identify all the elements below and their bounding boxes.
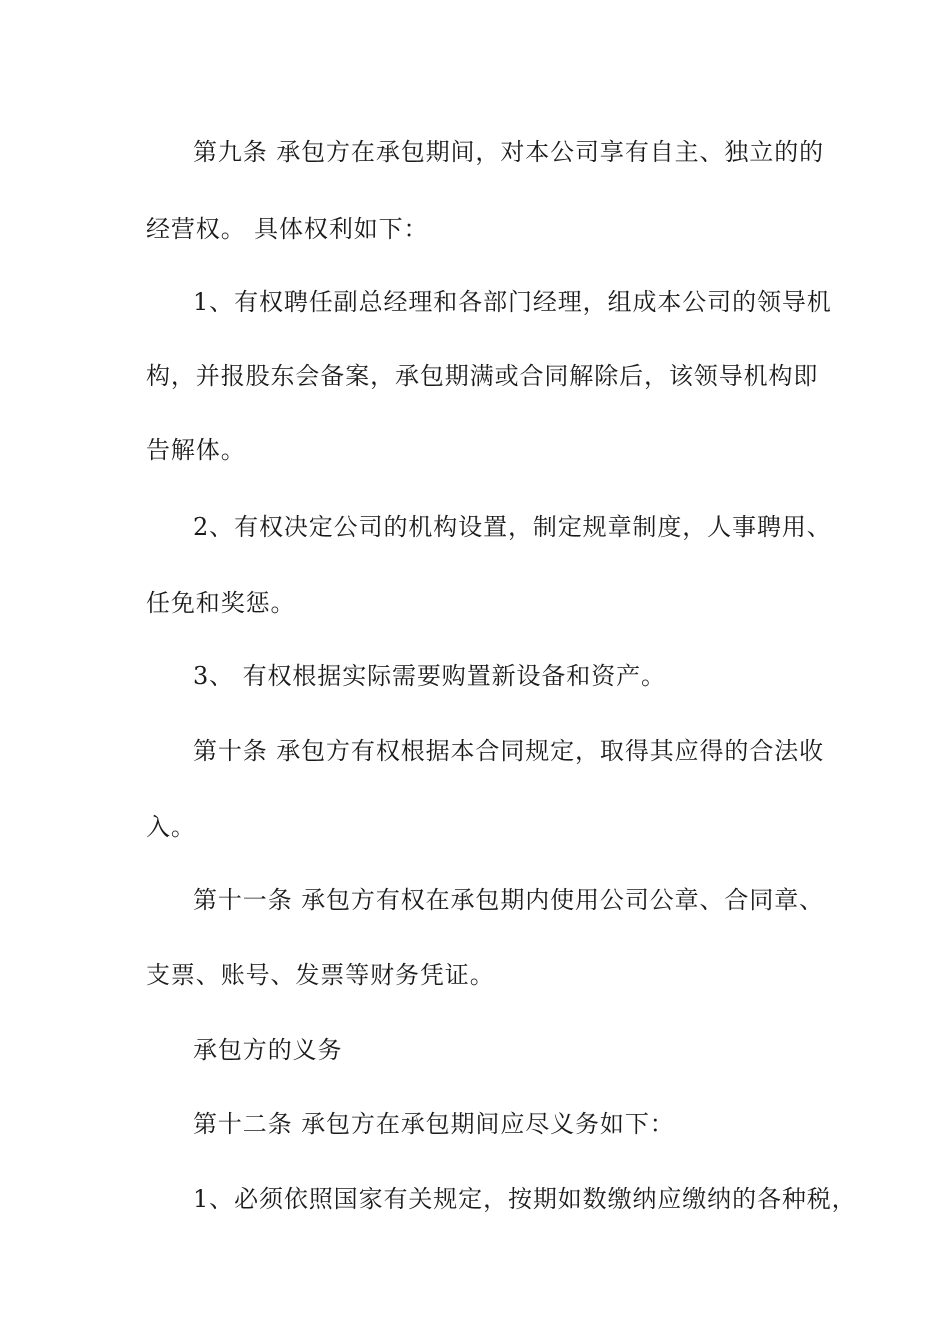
item-3-line-1: 3、 有权根据实际需要购置新设备和资产。: [193, 662, 666, 690]
article-9-line-2: 经营权。 具体权利如下：: [146, 215, 429, 243]
item-1-line-3: 告解体。: [146, 436, 246, 464]
item-1-line-1: 1、有权聘任副总经理和各部门经理，组成本公司的领导机: [193, 288, 832, 316]
article-10-line-2: 入。: [146, 813, 196, 841]
obligation-item-1-line-1: 1、必须依照国家有关规定，按期如数缴纳应缴纳的各种税，: [193, 1185, 857, 1213]
section-heading-obligations: 承包方的义务: [193, 1036, 343, 1064]
article-11-line-2: 支票、账号、发票等财务凭证。: [146, 961, 495, 989]
article-10-line-1: 第十条 承包方有权根据本合同规定，取得其应得的合法收: [193, 737, 825, 765]
article-9-line-1: 第九条 承包方在承包期间，对本公司享有自主、独立的的: [193, 138, 825, 166]
article-12-line-1: 第十二条 承包方在承包期间应尽义务如下：: [193, 1110, 675, 1138]
article-11-line-1: 第十一条 承包方有权在承包期内使用公司公章、合同章、: [193, 886, 825, 914]
item-2-line-2: 任免和奖惩。: [146, 589, 296, 617]
item-2-line-1: 2、有权决定公司的机构设置，制定规章制度，人事聘用、: [193, 513, 832, 541]
item-1-line-2: 构，并报股东会备案，承包期满或合同解除后，该领导机构即: [146, 362, 819, 390]
